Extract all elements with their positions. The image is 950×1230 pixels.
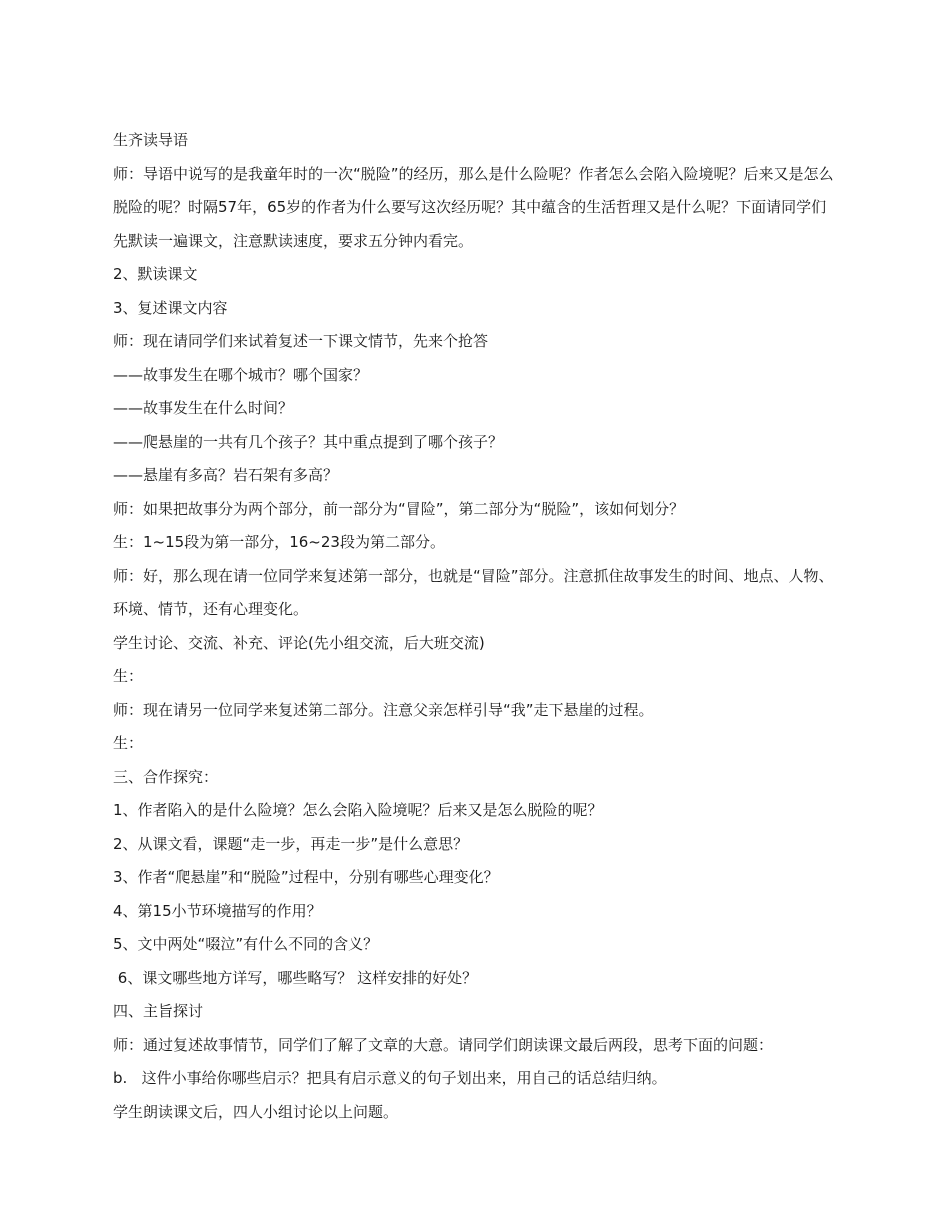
text-line: 生： (113, 734, 144, 752)
document-body (113, 124, 835, 1129)
question-item: 5、文中两处“啜泣”有什么不同的含义？ (113, 935, 379, 953)
question-item: 1、作者陷入的是什么险境？怎么会陷入险境呢？后来又是怎么脱险的呢？ (113, 801, 603, 819)
question-item: ——故事发生在哪个城市？哪个国家？ (113, 365, 369, 384)
text-line: 师：如果把故事分为两个部分，前一部分为“冒险”，第二部分为“脱险”，该如何划分？ (113, 499, 685, 518)
question-item: ——故事发生在什么时间？ (113, 399, 294, 417)
section-heading: 2、默读课文 (113, 265, 198, 283)
question-item: ——悬崖有多高？岩石架有多高？ (113, 466, 339, 484)
text-line: 生齐读导语 (113, 131, 189, 149)
text-line: 学生朗读课文后，四人小组讨论以上问题。 (113, 1102, 399, 1121)
question-item: b. 这件小事给你哪些启示？把具有启示意义的句子划出来，用自己的话总结归纳。 (113, 1069, 667, 1087)
question-item: 4、第15小节环境描写的作用？ (113, 901, 322, 920)
section-heading: 3、复述课文内容 (113, 298, 228, 317)
section-heading: 三、合作探究： (113, 767, 219, 786)
question-item: 3、作者“爬悬崖”和“脱险”过程中，分别有哪些心理变化？ (113, 868, 499, 886)
question-item: ——爬悬崖的一共有几个孩子？其中重点提到了哪个孩子？ (113, 432, 504, 451)
text-line: 生：1~15段为第一部分，16~23段为第二部分。 (113, 533, 445, 551)
text-line: 师：通过复述故事情节，同学们了解了文章的大意。请同学们朗读课文最后两段，思考下面的问题： (113, 1035, 774, 1054)
question-item: 2、从课文看，课题“走一步，再走一步”是什么意思？ (113, 834, 469, 853)
text-line: 学生讨论、交流、补充、评论(先小组交流，后大班交流) (113, 633, 485, 652)
text-line: 师：现在请另一位同学来复述第二部分。注意父亲怎样引导“我”走下悬崖的过程。 (113, 700, 654, 719)
question-item: 6、课文哪些地方详写，哪些略写？ 这样安排的好处？ (113, 968, 478, 987)
text-paragraph: 师：好，那么现在请一位同学来复述第一部分，也就是“冒险”部分。注意抓住故事发生的时间、地点、人物、环境、情节，还有心理变化。 (113, 566, 834, 618)
section-heading: 四、主旨探讨 (113, 1002, 204, 1020)
text-line: 生： (113, 667, 144, 685)
text-paragraph: 师：导语中说写的是我童年时的一次“脱险”的经历，那么是什么险呢？作者怎么会陷入险境呢？后来又是怎么脱险的呢？时隔57年，65岁的作者为什么要写这次经历呢？其中蕴含的生活哲理又是什么呢？下面请同学们先默读一遍课文，注意默读速度，要求五分钟内看完。 (113, 164, 834, 250)
text-line: 师：现在请同学们来试着复述一下课文情节，先来个抢答 (113, 332, 489, 350)
